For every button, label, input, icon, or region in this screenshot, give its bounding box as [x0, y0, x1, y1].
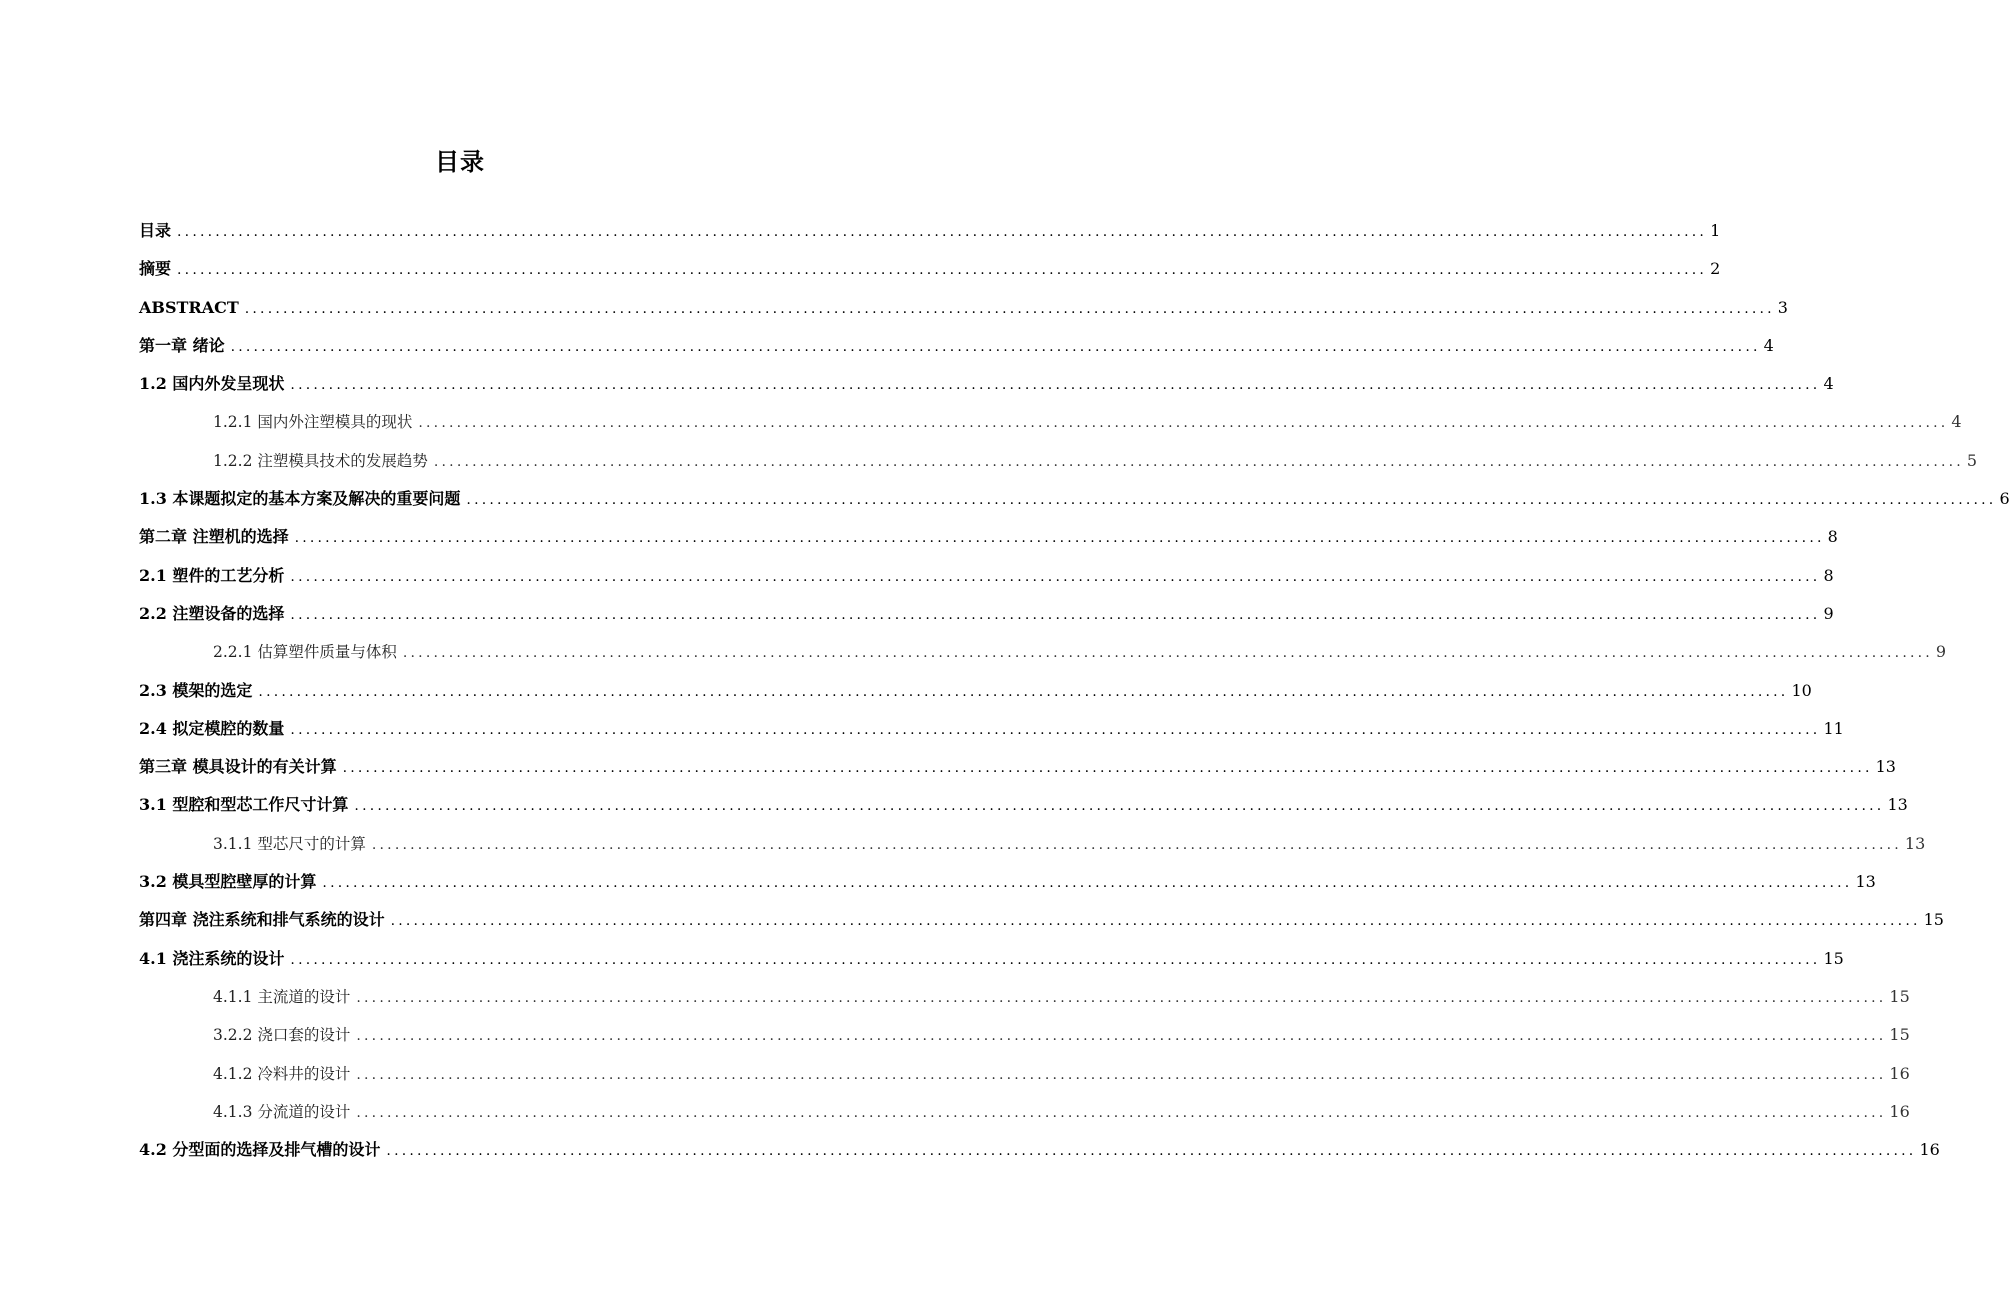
- toc-entry-title: 第三章 模具设计的有关计算: [139, 757, 337, 777]
- toc-page-number: 13: [1875, 757, 1896, 777]
- toc-entry[interactable]: [139, 365, 1834, 403]
- toc-page-number: 13: [1855, 872, 1876, 892]
- toc-entry[interactable]: [139, 1093, 1910, 1131]
- toc-page-number: 11: [1823, 718, 1844, 738]
- toc-entry[interactable]: [139, 595, 1834, 633]
- toc-entry-title: 1.2 国内外发呈现状: [139, 374, 285, 394]
- toc-entry[interactable]: [139, 901, 1944, 939]
- toc-list: [139, 212, 2010, 1169]
- toc-dot-leader: ........................................................................................................................................................................................................: [177, 262, 1708, 279]
- toc-dot-leader: ........................................................................................................................................................................................................: [290, 721, 1821, 738]
- toc-entry-title: 2.4 拟定模腔的数量: [139, 718, 285, 738]
- toc-dot-leader: ........................................................................................................................................................................................................: [371, 836, 1902, 853]
- toc-entry[interactable]: [139, 1055, 1910, 1093]
- toc-dot-leader: ........................................................................................................................................................................................................: [290, 951, 1821, 968]
- toc-entry[interactable]: [139, 327, 1774, 365]
- toc-entry[interactable]: [139, 403, 1962, 441]
- toc-entry-title: 2.1 塑件的工艺分析: [139, 565, 285, 585]
- toc-entry[interactable]: [139, 557, 1834, 595]
- toc-entry[interactable]: [139, 825, 1926, 863]
- toc-entry[interactable]: [139, 786, 1908, 824]
- toc-dot-leader: ........................................................................................................................................................................................................: [342, 760, 1873, 777]
- toc-page-number: 16: [1919, 1140, 1940, 1160]
- toc-entry-title: 4.2 分型面的选择及排气槽的设计: [139, 1140, 381, 1160]
- toc-entry-title: 2.3 模架的选定: [139, 680, 253, 700]
- toc-entry-title: 1.2.1 国内外注塑模具的现状: [213, 413, 413, 432]
- toc-dot-leader: ........................................................................................................................................................................................................: [290, 606, 1821, 623]
- toc-page-number: 15: [1823, 948, 1844, 968]
- toc-page-number: 2: [1710, 259, 1721, 279]
- toc-dot-leader: ........................................................................................................................................................................................................: [356, 1066, 1887, 1083]
- toc-entry-title: 3.1 型腔和型芯工作尺寸计算: [139, 795, 349, 815]
- toc-dot-leader: ........................................................................................................................................................................................................: [402, 645, 1933, 662]
- toc-entry[interactable]: [139, 672, 1812, 710]
- toc-entry-title: 第一章 绪论: [139, 335, 225, 355]
- toc-entry-title: 4.1.1 主流道的设计: [213, 987, 351, 1006]
- toc-dot-leader: ........................................................................................................................................................................................................: [386, 1143, 1917, 1160]
- toc-dot-leader: ........................................................................................................................................................................................................: [356, 1028, 1887, 1045]
- toc-entry-title: 目录: [139, 221, 172, 240]
- toc-entry[interactable]: [139, 633, 1947, 671]
- toc-entry-title: 2.2.1 估算塑件质量与体积: [213, 643, 397, 662]
- toc-page-number: 5: [1966, 450, 1978, 470]
- toc-page-number: 16: [1889, 1063, 1910, 1083]
- toc-page-number: 15: [1923, 910, 1944, 930]
- toc-page-number: 8: [1827, 527, 1838, 547]
- toc-dot-leader: ........................................................................................................................................................................................................: [258, 683, 1789, 700]
- toc-entry-title: 摘要: [139, 259, 172, 279]
- toc-page-number: 3: [1777, 297, 1788, 317]
- toc-entry-title: 1.3 本课题拟定的基本方案及解决的重要问题: [139, 489, 461, 509]
- toc-page-number: 6: [1999, 489, 2010, 509]
- toc-entry[interactable]: [139, 1131, 1940, 1169]
- toc-dot-leader: ........................................................................................................................................................................................................: [322, 875, 1853, 892]
- toc-page-number: 10: [1791, 680, 1812, 700]
- toc-entry-title: 3.2.2 浇口套的设计: [213, 1026, 351, 1045]
- toc-page-number: 4: [1763, 335, 1774, 355]
- toc-page-number: 4: [1823, 374, 1834, 394]
- toc-entry[interactable]: [139, 978, 1910, 1016]
- toc-page-number: 4: [1951, 412, 1962, 432]
- toc-entry[interactable]: [139, 250, 1721, 288]
- toc-entry[interactable]: [139, 940, 1844, 978]
- toc-entry[interactable]: [139, 1016, 1910, 1054]
- toc-entry[interactable]: [139, 863, 1876, 901]
- toc-page-number: 9: [1935, 642, 1947, 662]
- toc-entry-title: 1.2.2 注塑模具技术的发展趋势: [213, 451, 428, 470]
- toc-entry[interactable]: [139, 748, 1896, 786]
- toc-dot-leader: ........................................................................................................................................................................................................: [290, 568, 1821, 585]
- toc-dot-leader: ........................................................................................................................................................................................................: [294, 530, 1825, 547]
- toc-entry-title: ABSTRACT: [139, 297, 239, 317]
- toc-dot-leader: ........................................................................................................................................................................................................: [466, 492, 1997, 509]
- toc-entry[interactable]: [139, 212, 1721, 250]
- toc-entry-title: 第二章 注塑机的选择: [139, 527, 289, 547]
- toc-entry-title: 第四章 浇注系统和排气系统的设计: [139, 910, 385, 930]
- toc-dot-leader: ........................................................................................................................................................................................................: [244, 300, 1775, 317]
- page-title: 目录: [435, 147, 485, 176]
- toc-page-number: 13: [1904, 833, 1926, 853]
- toc-page-number: 16: [1889, 1101, 1910, 1121]
- toc-entry-title: 4.1.2 冷料井的设计: [213, 1064, 351, 1083]
- toc-dot-leader: ........................................................................................................................................................................................................: [390, 913, 1921, 930]
- toc-dot-leader: ........................................................................................................................................................................................................: [177, 224, 1708, 240]
- toc-entry-title: 4.1.3 分流道的设计: [213, 1102, 351, 1121]
- toc-entry[interactable]: [139, 518, 1838, 556]
- toc-entry[interactable]: [139, 289, 1788, 327]
- toc-entry-title: 3.1.1 型芯尺寸的计算: [213, 834, 366, 853]
- toc-dot-leader: ........................................................................................................................................................................................................: [354, 798, 1885, 815]
- toc-dot-leader: ........................................................................................................................................................................................................: [356, 989, 1887, 1006]
- toc-dot-leader: ........................................................................................................................................................................................................: [418, 415, 1949, 432]
- toc-dot-leader: ........................................................................................................................................................................................................: [290, 377, 1821, 394]
- toc-page-number: 15: [1889, 986, 1910, 1006]
- toc-entry-title: 4.1 浇注系统的设计: [139, 948, 285, 968]
- toc-dot-leader: ........................................................................................................................................................................................................: [433, 453, 1964, 470]
- toc-entry-title: 2.2 注塑设备的选择: [139, 603, 285, 623]
- toc-entry[interactable]: [139, 442, 1978, 480]
- toc-page-number: 9: [1823, 603, 1834, 623]
- toc-page-number: 8: [1823, 565, 1834, 585]
- toc-entry-title: 3.2 模具型腔壁厚的计算: [139, 872, 317, 892]
- toc-entry[interactable]: [139, 480, 2010, 518]
- toc-dot-leader: ........................................................................................................................................................................................................: [356, 1104, 1887, 1121]
- toc-entry[interactable]: [139, 710, 1844, 748]
- toc-page-number: 15: [1889, 1025, 1910, 1045]
- toc-dot-leader: ........................................................................................................................................................................................................: [230, 338, 1761, 355]
- toc-page-number: 1: [1710, 221, 1721, 240]
- toc-page-number: 13: [1887, 795, 1908, 815]
